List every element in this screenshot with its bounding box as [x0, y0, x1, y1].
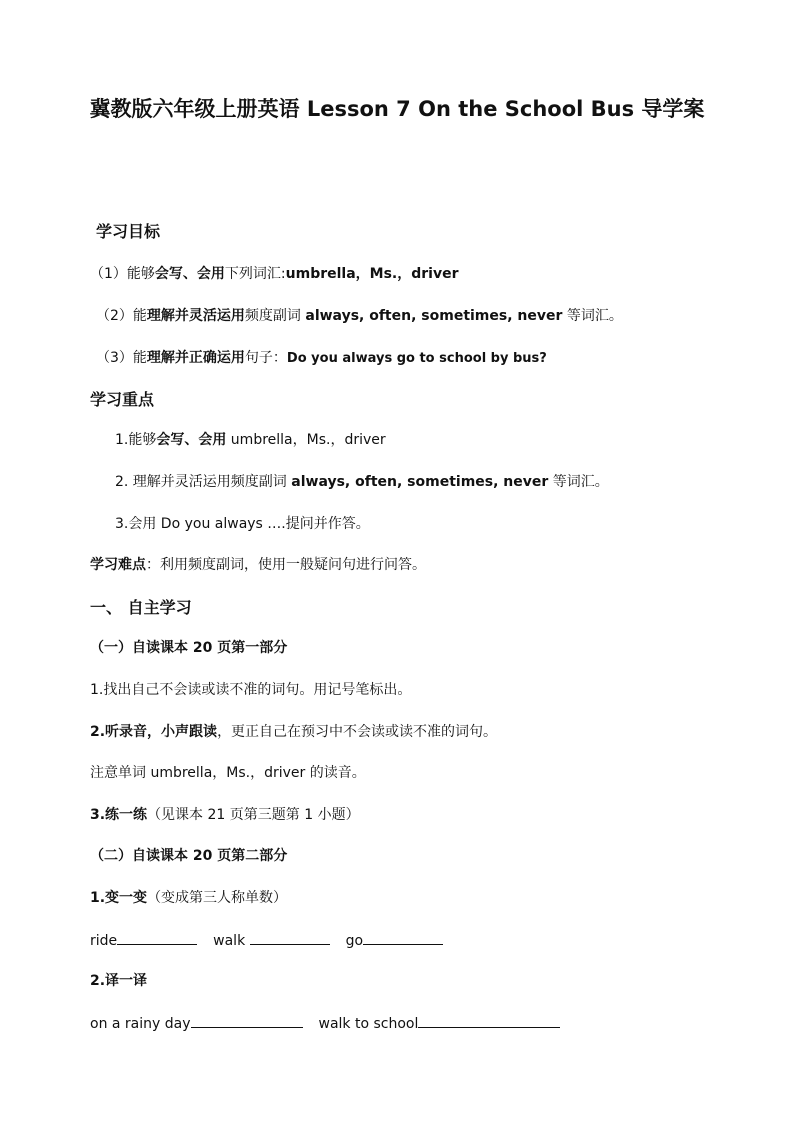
objectives-heading: 学习目标 — [96, 222, 161, 241]
step-3-rest: （见课本 21 页第三题第 1 小题） — [147, 807, 360, 823]
key-point-3: 3.会用 Do you always ….提问并作答。 — [115, 516, 370, 532]
section-1-heading: 一、 自主学习 — [90, 598, 192, 617]
step-2-bold: 2.听录音，小声跟读 — [90, 724, 218, 740]
objective-item-3 — [96, 348, 547, 369]
blank-go[interactable] — [363, 930, 443, 945]
key-point-1 — [115, 430, 386, 450]
key-points-heading: 学习重点 — [90, 390, 155, 409]
translate-heading: 2.译一译 — [90, 973, 148, 989]
objective-3-mid: 句子： — [244, 350, 287, 366]
objective-3-prefix: （3）能 — [96, 350, 147, 366]
objective-1-bold: 会写、会用 — [154, 266, 225, 282]
step-2-rest: ，更正自己在预习中不会读或读不准的词句。 — [217, 724, 498, 740]
part-1-heading: （一）自读课本 20 页第一部分 — [90, 640, 288, 656]
difficulty-line — [90, 555, 426, 575]
objective-2-words: always, often, sometimes, never — [305, 308, 563, 324]
step-2 — [90, 722, 497, 742]
word-walk: walk — [213, 933, 250, 949]
objective-3-sentence: Do you always go to school by bus? — [286, 351, 547, 366]
objective-2-mid: 频度副词 — [244, 308, 306, 324]
key-point-2-suffix: 等词汇。 — [548, 474, 609, 490]
blank-ride[interactable] — [117, 930, 197, 945]
objective-2-prefix: （2）能 — [96, 308, 147, 324]
fill-in-row-verbs — [90, 930, 443, 951]
phrase-rainy-day: on a rainy day — [90, 1016, 191, 1032]
objective-1-words: umbrella，Ms.，driver — [285, 266, 459, 282]
change-task-bold: 1.变一变 — [90, 890, 148, 906]
blank-rainy-day[interactable] — [191, 1013, 303, 1028]
step-3-bold: 3.练一练 — [90, 807, 148, 823]
fill-in-row-phrases — [90, 1013, 560, 1034]
phrase-walk-to-school: walk to school — [318, 1016, 419, 1032]
key-point-1-prefix: 1.能够 — [115, 432, 157, 448]
objective-3-bold: 理解并正确运用 — [146, 350, 245, 366]
word-ride: ride — [90, 933, 118, 949]
objective-1-mid: 下列词汇: — [224, 266, 286, 282]
blank-walk-to-school[interactable] — [418, 1013, 560, 1028]
key-point-2-prefix: 2. 理解并灵活运用频度副词 — [115, 474, 292, 490]
objective-item-1 — [90, 264, 459, 284]
blank-walk[interactable] — [250, 930, 330, 945]
difficulty-text: ：利用频度副词，使用一般疑问句进行问答。 — [146, 557, 426, 573]
objective-item-2 — [96, 306, 623, 326]
key-point-2-words: always, often, sometimes, never — [291, 474, 549, 490]
key-point-1-words: umbrella，Ms.，driver — [226, 432, 386, 448]
key-point-1-bold: 会写、会用 — [156, 432, 227, 448]
change-task-rest: （变成第三人称单数） — [147, 890, 288, 906]
step-1: 1.找出自己不会读或读不准的词句。用记号笔标出。 — [90, 682, 412, 698]
change-task — [90, 888, 287, 908]
page-title: 冀教版六年级上册英语 Lesson 7 On the School Bus 导学案 — [89, 97, 705, 121]
difficulty-label: 学习难点 — [90, 557, 146, 573]
step-3 — [90, 805, 360, 825]
objective-1-prefix: （1）能够 — [90, 266, 155, 282]
key-point-2 — [115, 472, 609, 492]
part-2-heading: （二）自读课本 20 页第二部分 — [90, 848, 288, 864]
objective-2-bold: 理解并灵活运用 — [146, 308, 245, 324]
word-go: go — [345, 933, 364, 949]
objective-2-suffix: 等词汇。 — [562, 308, 623, 324]
pronunciation-note: 注意单词 umbrella，Ms.，driver 的读音。 — [90, 765, 366, 781]
